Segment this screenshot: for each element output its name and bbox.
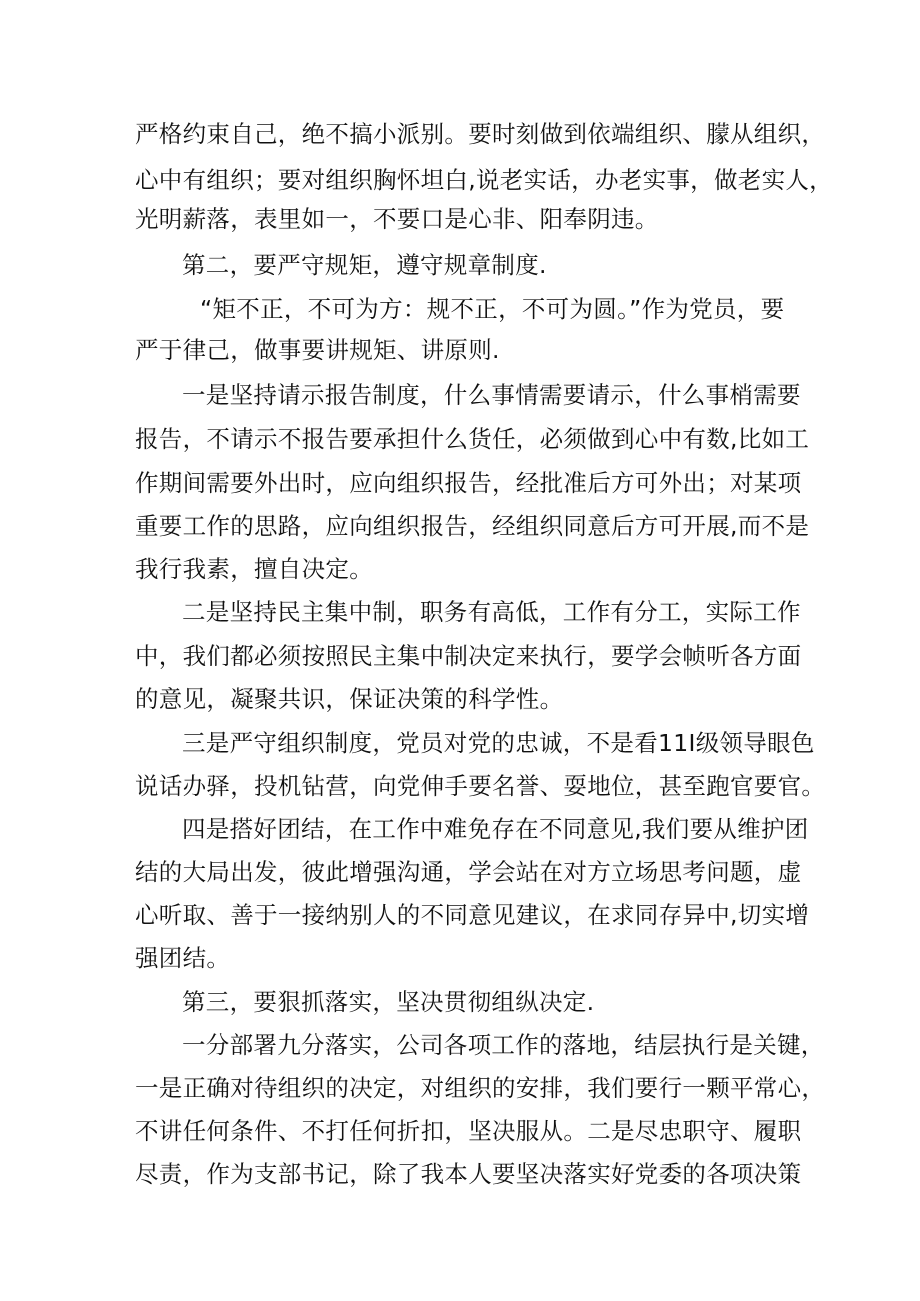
paragraph-start-line: 三是严守组织制度，党员对党的忠诚，不是看11I级领导眼色 bbox=[182, 729, 815, 757]
quote-line: “矩不正，不可为方：规不正，不可为圆。”作为党员，要 bbox=[200, 295, 785, 323]
text-line: 严格约束自己，绝不搞小派别。要时刻做到依端组织、朦从组织， bbox=[135, 120, 826, 148]
text-line: 强团结。 bbox=[135, 944, 231, 972]
text-line: 不讲任何条件、不打任何折扣，坚决服从。二是尽忠职守、履职 bbox=[135, 1117, 802, 1145]
paragraph-start-line: 一是坚持请示报告制度，什么事情需要请示，什么事梢需要 bbox=[182, 381, 801, 409]
text-line: 说话办驿，投机钻营，向党伸手要名誉、耍地位，甚至跑官要官。 bbox=[135, 772, 826, 800]
text-line: 光明薪落，表里如一，不要口是心非、阳奉阴违。 bbox=[135, 205, 659, 233]
paragraph-start-line: 一分部署九分落实，公司各项工作的落地，结层执行是关键， bbox=[182, 1031, 825, 1059]
text-line: 一是正确对待组织的决定，对组织的安排，我们要行一颗平常心， bbox=[135, 1074, 826, 1102]
paragraph-start-line: 四是搭好团结，在工作中难免存在不同意见,我们要从维护团 bbox=[182, 815, 809, 843]
text-line: 报告，不请示不报告要承担什么货任，必须做到心中有数,比如工 bbox=[135, 425, 810, 453]
section-heading: 第二，要严守规矩，遵守规章制度. bbox=[182, 251, 547, 279]
text-line: 重要工作的思路，应向组织报告，经组织同意后方可开展,而不是 bbox=[135, 512, 810, 540]
text-line: 严于律己，做事要讲规矩、讲原则. bbox=[135, 336, 500, 364]
text-line: 心听取、善于一接纳别人的不同意见建议，在求同存异中,切实增 bbox=[135, 901, 810, 929]
text-line: 结的大局出发，彼此增强沟通，学会站在对方立场思考问题，虚 bbox=[135, 858, 802, 886]
section-heading: 第三，要狠抓落实，坚决贯彻组纵决定. bbox=[182, 988, 595, 1016]
text-line: 我行我素，擅自决定。 bbox=[135, 555, 373, 583]
text-line: 尽责，作为支部书记，除了我本人要坚决落实好党委的各项决策 bbox=[135, 1160, 802, 1188]
paragraph-start-line: 二是坚持民主集中制，职务有高低，工作有分工，实际工作 bbox=[182, 598, 801, 626]
text-line: 中，我们都必须按照民主集中制决定来执行，要学会帧听各方面 bbox=[135, 642, 802, 670]
text-line: 心中有组织；要对组织胸怀坦白,说老实话，办老实事，做老实人， bbox=[135, 166, 833, 194]
text-line: 作期间需要外出时，应向组织报告，经批准后方可外出；对某项 bbox=[135, 469, 802, 497]
text-line: 的意见，凝聚共识，保证决策的科学性。 bbox=[135, 685, 564, 713]
